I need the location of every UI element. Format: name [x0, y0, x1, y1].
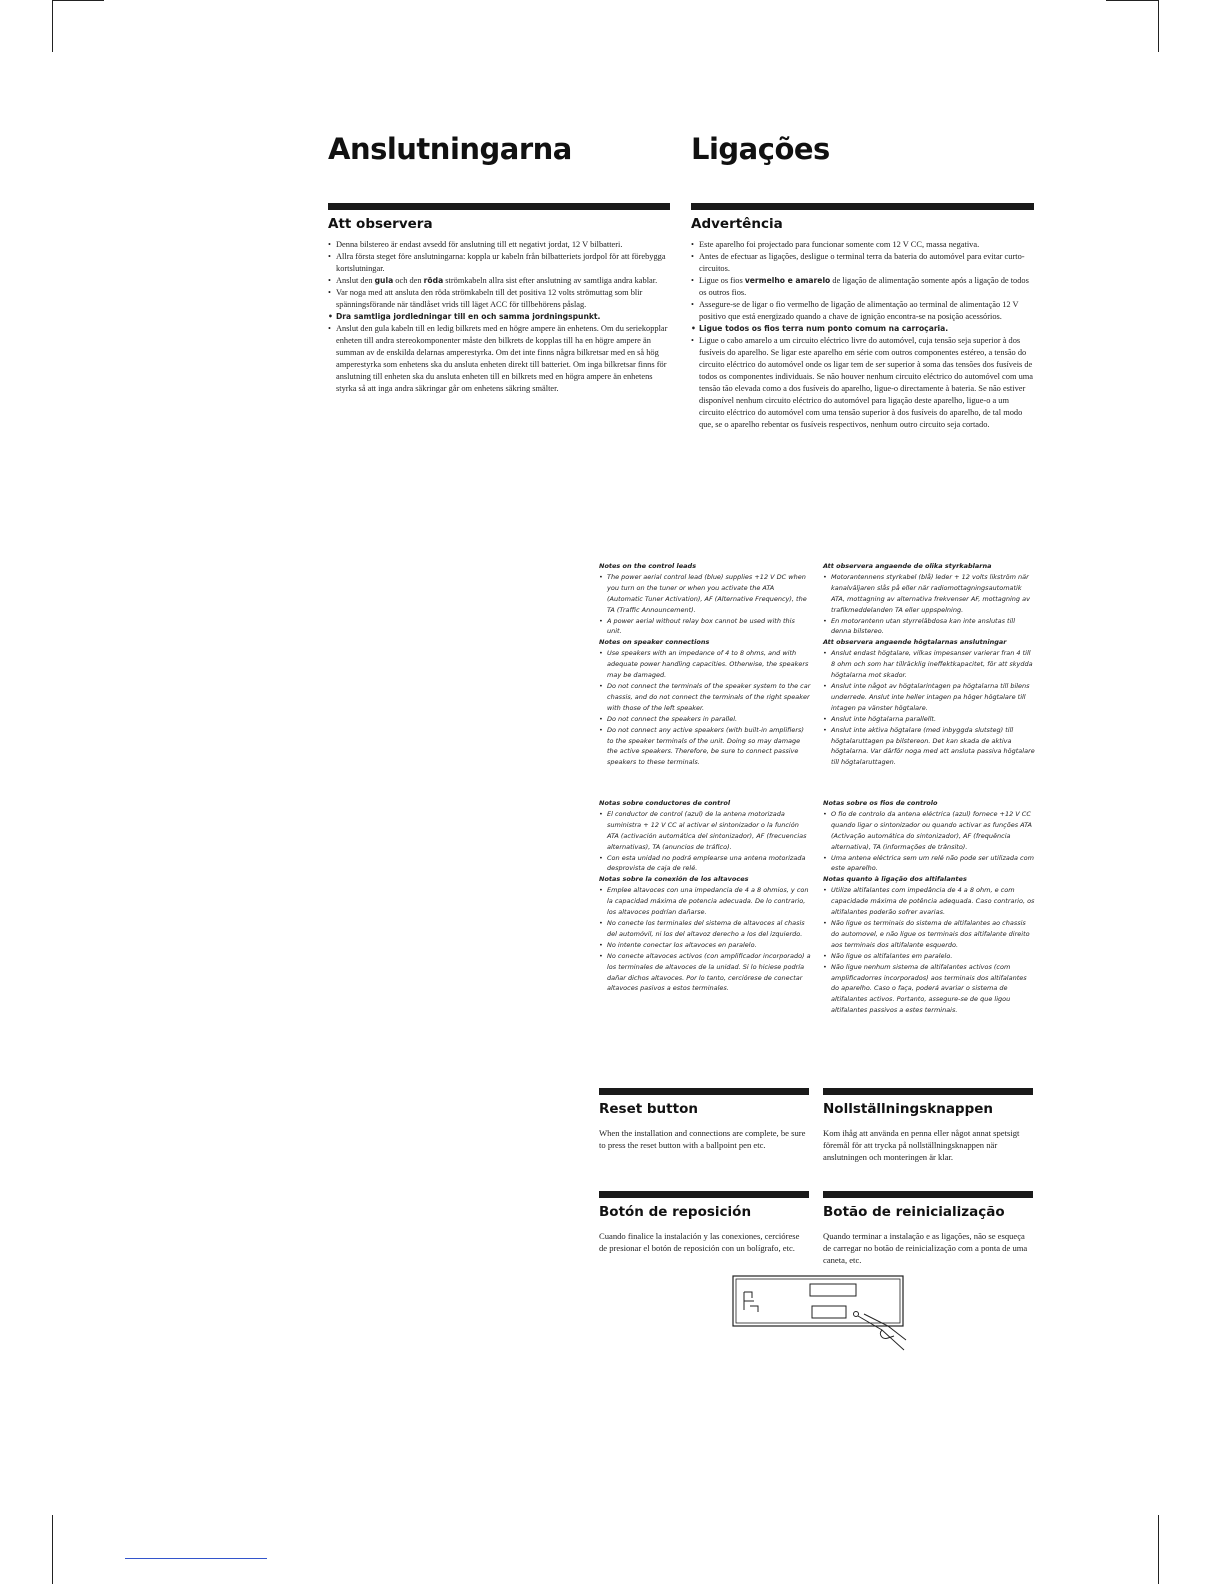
section-bar	[599, 1191, 809, 1198]
en-control-heading: Notes on the control leads	[599, 562, 697, 570]
pt-notes	[823, 798, 1035, 1016]
sv-warning-section	[328, 203, 670, 395]
list-item: • A power aerial without relay box cannot be used with this unit.	[599, 616, 811, 638]
list-item: • Ligue o cabo amarelo a um circuito eléctrico livre do automóvel, cuja tensão seja superior à dos fusíveis do aparelho. Se ligar este aparelho em série com outros componentes estéreo, a tensão do circuito eléctrico do automóvel onde os ligar tem de ser superior à soma das tensões dos fusíveis de todos os componentes individuais. Se não houver nenhum circuito eléctrico do automóvel com uma tensão tão elevada como a dos fusíveis do aparelho, ligue-o directamente à bateria. Se não estiver disponível nenhum circuito eléctrico do automóvel para ligação deste aparelho, ligue-o a um circuito eléctrico do automóvel com uma tensão superior à dos fusíveis do aparelho, de tal modo que, se o aparelho rebentar os fusíveis respectivos, nenhum outro circuito seja cortado.	[691, 335, 1034, 431]
crop-mark	[52, 0, 104, 1]
sv-control-heading: Att observera angaende de olika styrkablarna	[823, 562, 992, 570]
reset-es-section	[599, 1191, 809, 1254]
sv-speaker-heading: Att observera angaende högtalarnas anslutningar	[823, 638, 1007, 647]
es-control-heading: Notas sobre conductores de control	[599, 799, 731, 807]
reset-en-text: When the installation and connections are complete, be sure to press the reset button with a ballpoint pen etc.	[599, 1128, 806, 1150]
reset-pt-text: Quando terminar a instalação e as ligações, não se esqueça de carregar no botão de reinicialização com a ponta de uma caneta, etc.	[823, 1231, 1028, 1265]
section-bar	[691, 203, 1034, 210]
list-item: • Denna bilstereo är endast avsedd för anslutning till ett negativt jordat, 12 V bilbatteri.	[328, 239, 670, 251]
list-item: • Não ligue os altifalantes em paralelo.	[823, 951, 1035, 962]
section-bar	[823, 1191, 1033, 1198]
page-title-portuguese: Ligações	[691, 132, 830, 166]
list-item: • Do not connect the terminals of the speaker system to the car chassis, and do not connect the terminals of the right speaker with those of the left speaker.	[599, 681, 811, 714]
footer-underline	[125, 1558, 267, 1559]
list-item: • Anslut endast högtalare, vilkas impesanser varierar fran 4 till 8 ohm och som har tillräcklig ineffektkapacitet, för att skydda högtalarna mot skador.	[823, 648, 1035, 681]
list-item: • En motorantenn utan styrreläbdosa kan inte anslutas till denna bilstereo.	[823, 616, 1035, 638]
list-item: • Ligue todos os fios terra num ponto comum na carroçaria.	[691, 323, 1034, 335]
list-item: • Ligue os fios vermelho e amarelo de ligação de alimentação somente após a ligação de todos os outros fios.	[691, 275, 1034, 299]
en-speaker-heading: Notes on speaker connections	[599, 638, 710, 647]
es-notes	[599, 798, 811, 994]
list-item: • Dra samtliga jordledningar till en och samma jordningspunkt.	[328, 311, 670, 323]
pt-control-heading: Notas sobre os fios de controlo	[823, 799, 938, 807]
sv-warning-body	[328, 239, 670, 395]
reset-sv-heading: Nollställningsknappen	[823, 1101, 994, 1117]
list-item: • Do not connect any active speakers (with built-in amplifiers) to the speaker terminals of the unit. Doing so may damage the active speakers. Therefore, be sure to connect passive speakers to these terminals.	[599, 725, 811, 769]
pt-warning-section	[691, 203, 1034, 431]
list-item: • Não ligue os terminais do sistema de altifalantes ao chassis do automovel, e não ligue os terminais dos altifalante direito aos terminais dos altifalante esquerdo.	[823, 918, 1035, 951]
pt-speaker-heading: Notas quanto à ligação dos altifalantes	[823, 875, 967, 884]
list-item: • El conductor de control (azul) de la antena motorizada suministra + 12 V CC al activar el sintonizador o la función ATA (activación automática del sintonizador), AF (frecuencias alternativas), TA (anuncios de tráfico).	[599, 809, 811, 853]
list-item: • Motorantennens styrkabel (blå) leder + 12 volts likström när kanalväljaren slås på eller när radiomottagningsautomatik ATA, mottagning av alternativa frekvenser AF, mottagning av trafikmeddelanden TA eller uppspelning.	[823, 572, 1035, 616]
list-item: • Use speakers with an impedance of 4 to 8 ohms, and with adequate power handling capacities. Otherwise, the speakers may be damaged.	[599, 648, 811, 681]
crop-mark	[52, 0, 53, 52]
list-item: • Anslut inte något av högtalarintagen pa högtalarna till bilens underrede. Anslut inte heller intagen pa höger högtalare till intagen pa vänster högtalare.	[823, 681, 1035, 714]
reset-es-text: Cuando finalice la instalación y las conexiones, cerciórese de presionar el botón de reposición con un bolígrafo, etc.	[599, 1231, 800, 1253]
crop-mark	[1106, 0, 1158, 1]
list-item: • O fio de controlo da antena eléctrica (azul) fornece +12 V CC quando ligar o sintonizador ou quando activar as funções ATA (Activação automática do sintonizador), AF (frequência alternativa), TA (informações de trânsito).	[823, 809, 1035, 853]
list-item: • Anslut inte högtalarna parallellt.	[823, 714, 1035, 725]
reset-en-heading: Reset button	[599, 1101, 698, 1117]
sv-warning-heading: Att observera	[328, 216, 433, 232]
crop-mark	[1158, 1515, 1159, 1584]
list-item: • Não ligue nenhum sistema de altifalantes activos (com amplificadorres incorporados) aos terminais dos altifalantes do aparelho. Caso o faça, poderá avariar o sistema de altifalantes activos. Portanto, assegure-se de que ligou altifalantes passivos a estes terminais.	[823, 962, 1035, 1017]
reset-es-heading: Botón de reposición	[599, 1204, 752, 1220]
list-item: • Allra första steget före anslutningarna: koppla ur kabeln från bilbatteriets jordpol för att förebygga kortslutningar.	[328, 251, 670, 275]
list-item: • No conecte altavoces activos (con amplificador incorporado) a los terminales de altavoces de la unidad. Si lo hiciese podría dañar dichos altavoces. Por lo tanto, cerciórese de conectar altavoces pasivos a estos terminales.	[599, 951, 811, 995]
reset-sv-text: Kom ihåg att använda en penna eller något annat spetsigt föremål för att trycka på nollställningsknappen när anslutningen och monteringen är klar.	[823, 1128, 1020, 1162]
crop-mark	[52, 1515, 53, 1584]
reset-pt-section	[823, 1191, 1033, 1266]
reset-sv-section	[823, 1088, 1033, 1163]
list-item: • Assegure-se de ligar o fio vermelho de ligação de alimentação ao terminal de alimentação 12 V positivo que está energizado quando a chave de ignição encontra-se na posição acessórios.	[691, 299, 1034, 323]
list-item: • Anslut den gula och den röda strömkabeln allra sist efter anslutning av samtliga andra kablar.	[328, 275, 670, 287]
en-notes	[599, 561, 811, 768]
list-item: • Uma antena eléctrica sem um relé não pode ser utilizada com este aparelho.	[823, 853, 1035, 875]
crop-mark	[1158, 0, 1159, 52]
list-item: • Do not connect the speakers in parallel.	[599, 714, 811, 725]
list-item: • Utilize altifalantes com impedância de 4 a 8 ohm, e com capacidade máxima de potência adequada. Caso contrario, os altifalantes poderão sofrer avarias.	[823, 885, 1035, 918]
list-item: • The power aerial control lead (blue) supplies +12 V DC when you turn on the tuner or when you activate the ATA (Automatic Tuner Activation), AF (Alternative Frequency), the TA (Traffic Announcement).	[599, 572, 811, 616]
section-bar	[599, 1088, 809, 1095]
section-bar	[823, 1088, 1033, 1095]
list-item: • Anslut inte aktiva högtalare (med inbyggda slutsteg) till högtalaruttagen pa bilstereon. Det kan skada de aktiva högtalarna. Var därför noga med att ansluta passiva högtalare till högtalaruttagen.	[823, 725, 1035, 769]
list-item: • Anslut den gula kabeln till en ledig bilkrets med en högre ampere än enhetens. Om du seriekopplar enheten till andra stereokomponenter måste den bilkrets de kopplas till ha en högre ampere än summan av de enskilda delarnas amperestyrka. Om det inte finns några bilkretsar med en så hög amperestyrka som enhetens ska du ansluta enheten direkt till batteriet. Om inga bilkretsar finns för anslutning till enheten ska du ansluta enheten till en bilkrets med en högra ampere än enhetens styrka så att inga andra säkringar går om enhetens säkring smälter.	[328, 323, 670, 395]
es-speaker-heading: Notas sobre la conexión de los altavoces	[599, 875, 749, 884]
reset-pt-heading: Botão de reinicialização	[823, 1204, 1005, 1220]
page-title-swedish: Anslutningarna	[328, 132, 572, 166]
list-item: • Con esta unidad no podrá emplearse una antena motorizada desprovista de caja de relé.	[599, 853, 811, 875]
reset-button-illustration	[732, 1274, 908, 1354]
list-item: • Emplee altavoces con una impedancia de 4 a 8 ohmios, y con la capacidad máxima de potencia adecuada. De lo contrario, los altavoces podrían dañarse.	[599, 885, 811, 918]
sv-notes	[823, 561, 1035, 768]
pt-warning-heading: Advertência	[691, 216, 783, 232]
list-item: • Antes de efectuar as ligações, desligue o terminal terra da bateria do automóvel para evitar curto-circuitos.	[691, 251, 1034, 275]
list-item: • No intente conectar los altavoces en paralelo.	[599, 940, 811, 951]
list-item: • Var noga med att ansluta den röda strömkabeln till det positiva 12 volts strömuttag som blir spänningsförande när tändlåset vrids till läget ACC för tillbehörens påslag.	[328, 287, 670, 311]
reset-en-section	[599, 1088, 809, 1151]
list-item: • No conecte los terminales del sistema de altavoces al chasis del automóvil, ni los del altavoz derecho a los del izquierdo.	[599, 918, 811, 940]
pt-warning-body	[691, 239, 1034, 431]
car-stereo-front-panel-drawing	[732, 1274, 908, 1354]
list-item: • Este aparelho foi projectado para funcionar somente com 12 V CC, massa negativa.	[691, 239, 1034, 251]
section-bar	[328, 203, 670, 210]
